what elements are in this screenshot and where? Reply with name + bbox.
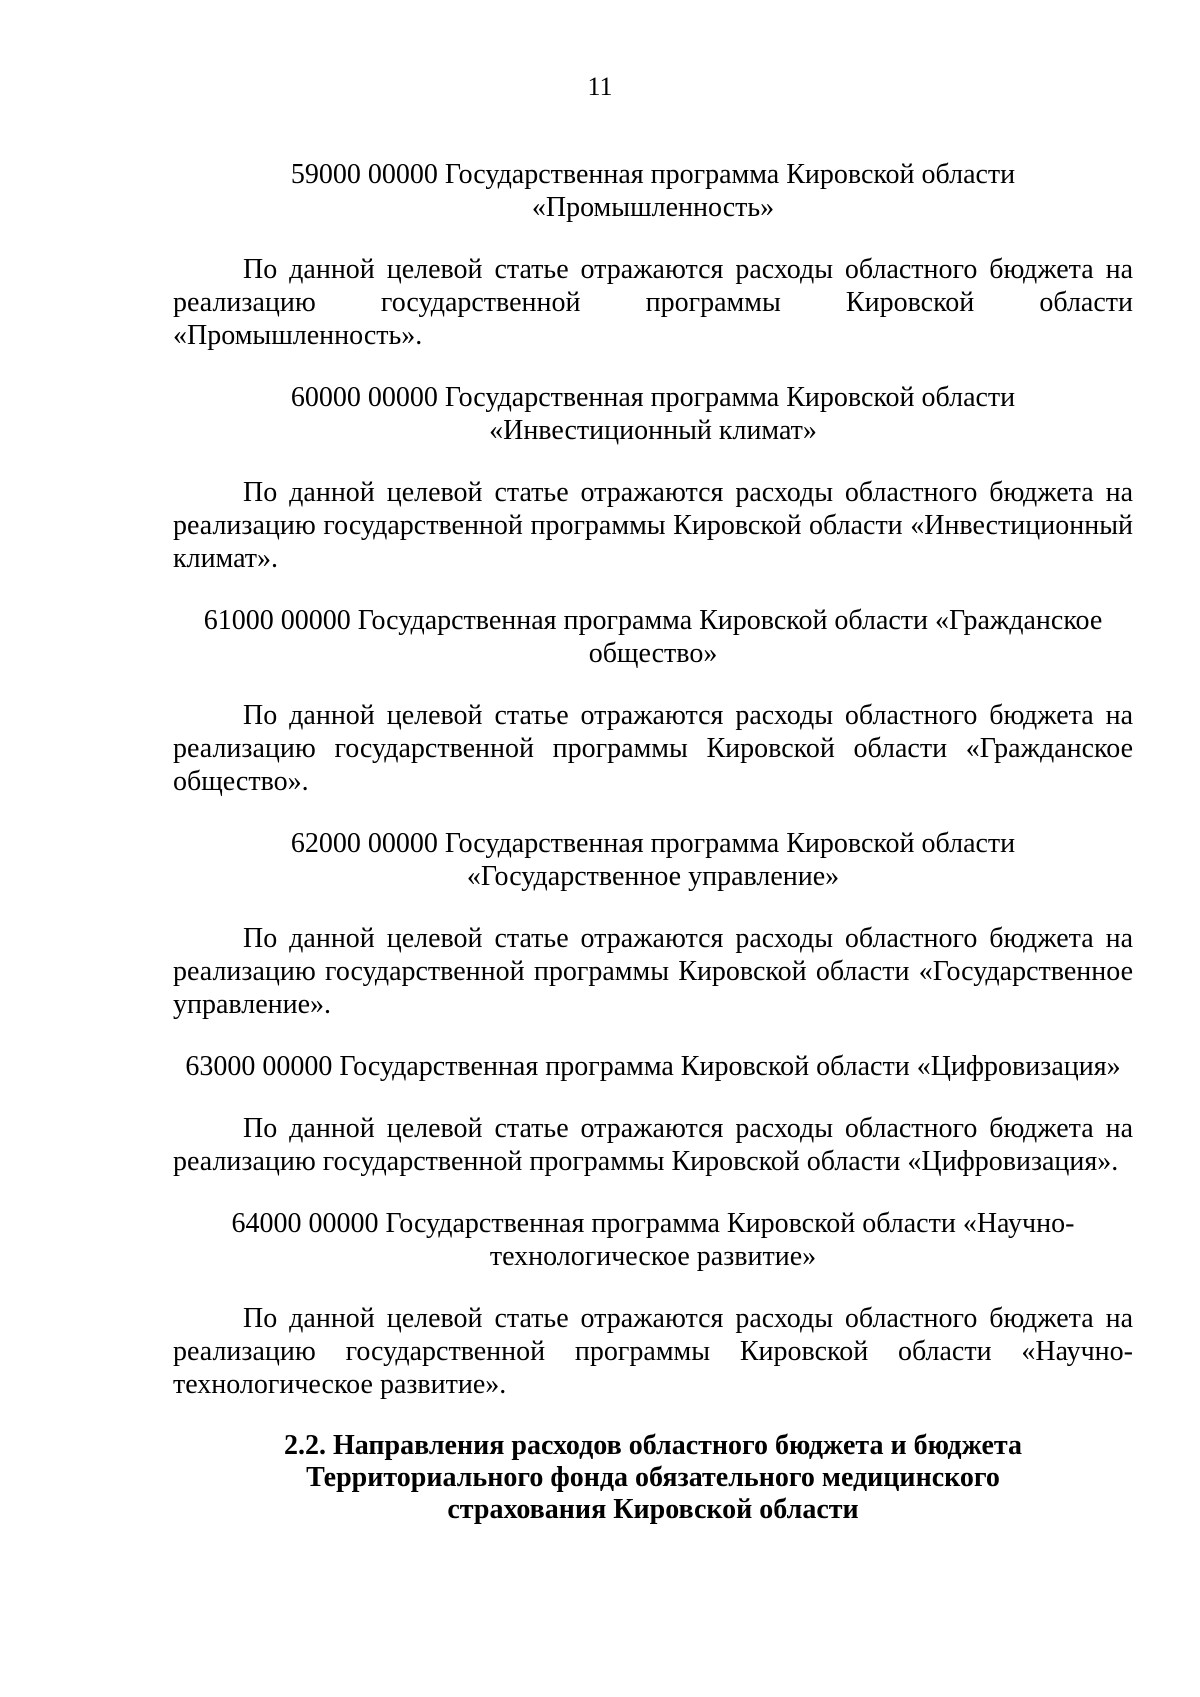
program-description-64000: По данной целевой статье отражаются расходы областного бюджета на реализацию государственной программы Кировской области «Научно-технологическое развитие».: [173, 1303, 1133, 1400]
section-title-line: страхования Кировской области: [447, 1494, 859, 1525]
program-heading-59000: [173, 158, 1133, 224]
program-description-61000: По данной целевой статье отражаются расходы областного бюджета на реализацию государственной программы Кировской области «Гражданское общество».: [173, 700, 1133, 797]
heading-line: «Инвестиционный климат»: [489, 415, 817, 446]
section-title: [173, 1430, 1133, 1526]
program-description-60000: По данной целевой статье отражаются расходы областного бюджета на реализацию государственной программы Кировской области «Инвестиционный климат».: [173, 477, 1133, 574]
page-number: 11: [587, 72, 613, 101]
heading-line: технологическое развитие»: [489, 1241, 817, 1272]
section-title-line: Территориального фонда обязательного медицинского: [306, 1462, 1000, 1493]
heading-line: «Промышленность»: [531, 192, 775, 223]
heading-line: 59000 00000 Государственная программа Кировской области: [290, 159, 1016, 190]
program-heading-64000: [173, 1207, 1133, 1273]
section-title-line: 2.2. Направления расходов областного бюджета и бюджета: [283, 1430, 1023, 1461]
heading-line: общество»: [588, 638, 718, 669]
heading-line: 64000 00000 Государственная программа Кировской области «Научно-: [231, 1208, 1075, 1239]
document-body: [173, 158, 1133, 1526]
heading-line: «Государственное управление»: [466, 861, 840, 892]
heading-line: 63000 00000 Государственная программа Кировской области «Цифровизация»: [185, 1051, 1121, 1082]
program-heading-62000: [173, 827, 1133, 893]
program-heading-63000: [173, 1050, 1133, 1083]
program-description-63000: По данной целевой статье отражаются расходы областного бюджета на реализацию государственной программы Кировской области «Цифровизация».: [173, 1113, 1133, 1177]
program-description-59000: По данной целевой статье отражаются расходы областного бюджета на реализацию государственной программы Кировской области «Промышленность».: [173, 254, 1133, 351]
program-heading-60000: [173, 381, 1133, 447]
program-heading-61000: [173, 604, 1133, 670]
heading-line: 60000 00000 Государственная программа Кировской области: [290, 382, 1016, 413]
heading-line: 62000 00000 Государственная программа Кировской области: [290, 828, 1016, 859]
heading-line: 61000 00000 Государственная программа Кировской области «Гражданское: [203, 605, 1103, 636]
program-description-62000: По данной целевой статье отражаются расходы областного бюджета на реализацию государственной программы Кировской области «Государственное управление».: [173, 923, 1133, 1020]
